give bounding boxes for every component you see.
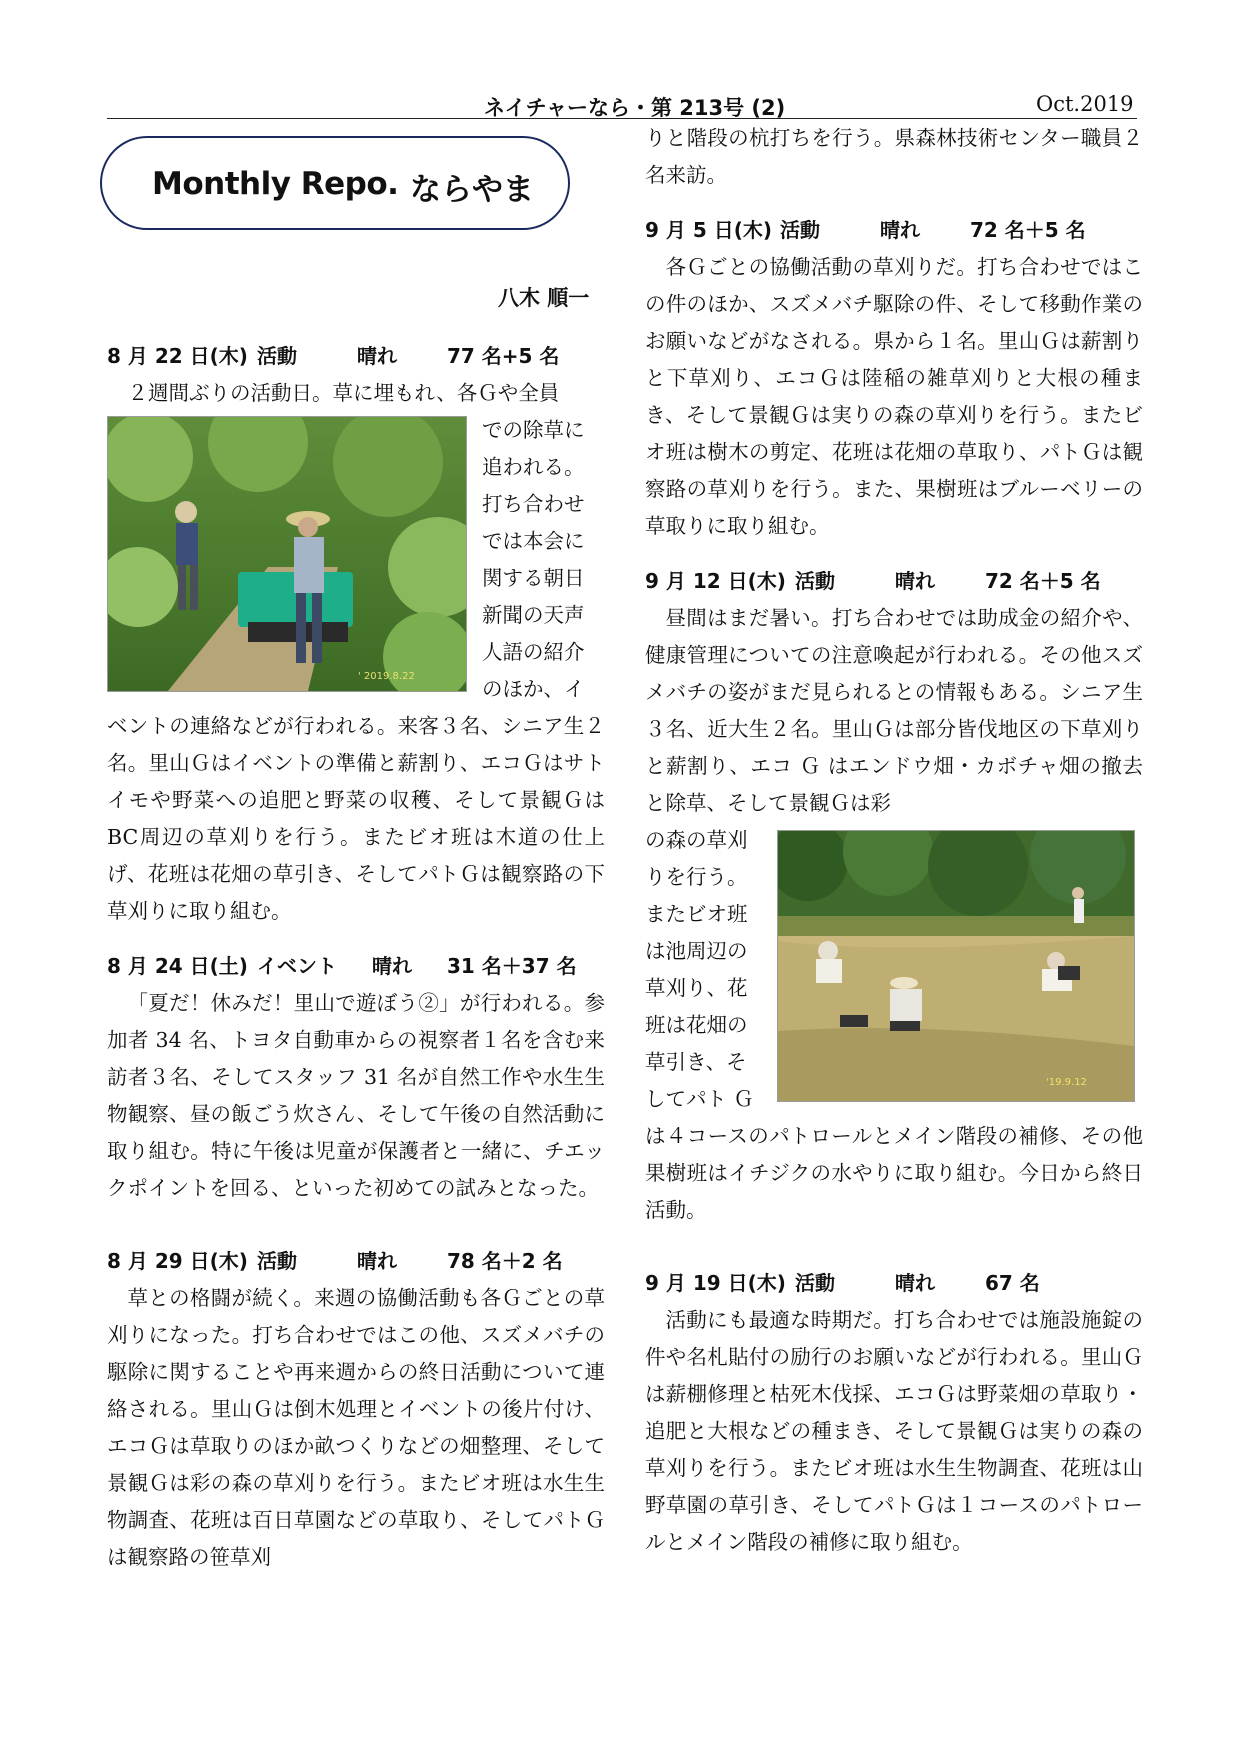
entry-type: 活動 — [257, 344, 297, 368]
entry-count: 72 名＋5 名 — [970, 218, 1086, 242]
entry-count: 72 名＋5 名 — [985, 569, 1101, 593]
entry-type: 活動 — [780, 218, 820, 242]
wrap-line: 草刈り、花 — [645, 976, 748, 1000]
wrap-line: 新聞の天声 — [482, 603, 585, 627]
entry-body: は４コースのパトロールとメイン階段の補修、その他果樹班はイチジクの水やりに取り組む。今日から終日活動。 — [645, 1124, 1143, 1222]
newsletter-title: ネイチャーなら・第 213号 (2) — [484, 96, 786, 120]
entry-aug-29 — [107, 1243, 605, 1576]
entry-aug-22 — [107, 338, 605, 930]
entry-heading — [107, 338, 605, 375]
entry-count: 78 名＋2 名 — [447, 1249, 563, 1273]
section-banner — [100, 136, 570, 230]
header-divider — [107, 118, 1137, 119]
wrap-line: 打ち合わせ — [482, 492, 585, 516]
entry-sep-12 — [645, 563, 1143, 1229]
photo-wrap-block — [107, 412, 605, 708]
entry-count: 31 名＋37 名 — [447, 954, 577, 978]
left-column — [107, 338, 605, 1576]
wrap-line: またビオ班 — [645, 902, 748, 926]
entry-date: 9 月 19 日(木) — [645, 1271, 786, 1295]
entry-weather: 晴れ — [880, 218, 920, 242]
wrap-line: 人語の紹介 — [482, 640, 585, 664]
photo-date-stamp: '19.9.12 — [1046, 1077, 1087, 1088]
photo-pond-weeding — [777, 830, 1135, 1102]
entry-weather: 晴れ — [895, 569, 935, 593]
entry-weather: 晴れ — [357, 1249, 397, 1273]
right-column — [645, 120, 1143, 1561]
entry-type: 活動 — [795, 1271, 835, 1295]
author-name: 八木 順一 — [498, 286, 590, 310]
entry-body: 草との格闘が続く。来週の協働活動も各Ｇごとの草刈りになった。打ち合わせではこの他、スズメバチの駆除に関することや再来週からの終日活動について連絡される。里山Ｇは倒木処理とイベントの後片付け、エコＧは草取りのほか畝つくりなどの畑整理、そして景観Ｇは彩の森の草刈りを行う。またビオ班は水生生物調査、花班は百日草園などの草取り、そしてパトＧは観察路の笹草刈 — [107, 1286, 605, 1569]
entry-heading — [645, 1265, 1143, 1302]
entry-body: 「夏だ！休みだ！里山で遊ぼう②」が行われる。参加者 34 名、トヨタ自動車からの視察者１名を含む来訪者３名、そしてスタッフ 31 名が自然工作や水生生物観察、昼の飯ごう炊さん、そして午後の自然活動に取り組む。特に午後は児童が保護者と一緒に、チエックポイントを回る、といった初めての試みとなった。 — [107, 991, 605, 1200]
wrap-line: 関する朝日 — [482, 566, 585, 590]
wrap-line: は池周辺の — [645, 939, 748, 963]
banner-title-en: Monthly Repo. — [152, 166, 399, 202]
entry-date: 8 月 24 日(土) — [107, 954, 248, 978]
entry-weather: 晴れ — [895, 1271, 935, 1295]
entry-lead: 昼間はまだ暑い。打ち合わせでは助成金の紹介や、健康管理についての注意喚起が行われる。その他スズメバチの姿がまだ見られるとの情報もある。シニア生３名、近大生２名。里山Ｇは部分皆伐地区の下草刈りと薪割り、エコ Ｇ はエンドウ畑・カボチャ畑の撤去と除草、そして景観Ｇは彩 — [645, 606, 1143, 815]
continued-text: りと階段の杭打ちを行う。県森林技術センター職員２名来訪。 — [645, 126, 1143, 187]
wrap-line: での除草に — [482, 418, 585, 442]
entry-count: 67 名 — [985, 1271, 1040, 1295]
photo-wrap-block — [645, 822, 1143, 1118]
banner-title-ja: ならやま — [410, 172, 534, 208]
wrap-text — [482, 412, 600, 708]
entry-lead: ２週間ぶりの活動日。草に埋もれ、各Ｇや全員 — [127, 381, 560, 405]
entry-count: 77 名+5 名 — [447, 344, 560, 368]
wrap-line: のほか、イ — [482, 677, 585, 701]
entry-type: イベント — [257, 954, 337, 978]
entry-aug-24 — [107, 948, 605, 1207]
entry-heading — [645, 563, 1143, 600]
entry-type: 活動 — [795, 569, 835, 593]
photo-mowing — [107, 416, 467, 692]
entry-weather: 晴れ — [357, 344, 397, 368]
photo-mowing-image — [108, 417, 466, 691]
entry-date: 8 月 22 日(木) — [107, 344, 248, 368]
wrap-line: してパト Ｇ — [645, 1087, 754, 1111]
wrap-line: 追われる。 — [482, 455, 585, 479]
entry-date: 9 月 5 日(木) — [645, 218, 773, 242]
entry-date: 9 月 12 日(木) — [645, 569, 786, 593]
photo-date-stamp: ' 2019.8.22 — [358, 671, 415, 682]
entry-heading — [645, 212, 1143, 249]
entry-sep-5 — [645, 212, 1143, 545]
photo-pond-image — [778, 831, 1134, 1101]
entry-type: 活動 — [257, 1249, 297, 1273]
wrap-line: の森の草刈 — [645, 828, 748, 852]
entry-sep-19 — [645, 1265, 1143, 1561]
issue-date: Oct.2019 — [1036, 92, 1134, 116]
entry-weather: 晴れ — [372, 954, 412, 978]
entry-body: ベントの連絡などが行われる。来客３名、シニア生２名。里山Ｇはイベントの準備と薪割り、エコＧはサトイモや野菜への追肥と野菜の収穫、そして景観ＧはBC周辺の草刈りを行う。またビオ班は木道の仕上げ、花班は花畑の草引き、そしてパトＧは観察路の下草刈りに取り組む。 — [107, 714, 605, 923]
wrap-line: 班は花畑の — [645, 1013, 748, 1037]
entry-heading — [107, 948, 605, 985]
wrap-line: りを行う。 — [645, 865, 748, 889]
entry-date: 8 月 29 日(木) — [107, 1249, 248, 1273]
wrap-text — [645, 822, 763, 1118]
wrap-line: では本会に — [482, 529, 585, 553]
entry-body: 活動にも最適な時期だ。打ち合わせでは施設施錠の件や名札貼付の励行のお願いなどが行われる。里山Ｇは薪棚修理と枯死木伐採、エコＧは野菜畑の草取り・追肥と大根などの種まき、そして景観Ｇは実りの森の草刈りを行う。またビオ班は水生生物調査、花班は山野草園の草引き、そしてパトＧは１コースのパトロールとメイン階段の補修に取り組む。 — [645, 1308, 1143, 1554]
entry-heading — [107, 1243, 605, 1280]
wrap-line: 草引き、そ — [645, 1050, 747, 1074]
entry-body: 各Ｇごとの協働活動の草刈りだ。打ち合わせではこの件のほか、スズメバチ駆除の件、そして移動作業のお願いなどがなされる。県から１名。里山Ｇは薪割りと下草刈り、エコＧは陸稲の雑草刈りと大根の種まき、そして景観Ｇは実りの森の草刈りを行う。またビオ班は樹木の剪定、花班は花畑の草取り、パトＧは観察路の草刈りを行う。また、果樹班はブルーベリーの草取りに取り組む。 — [645, 255, 1143, 538]
